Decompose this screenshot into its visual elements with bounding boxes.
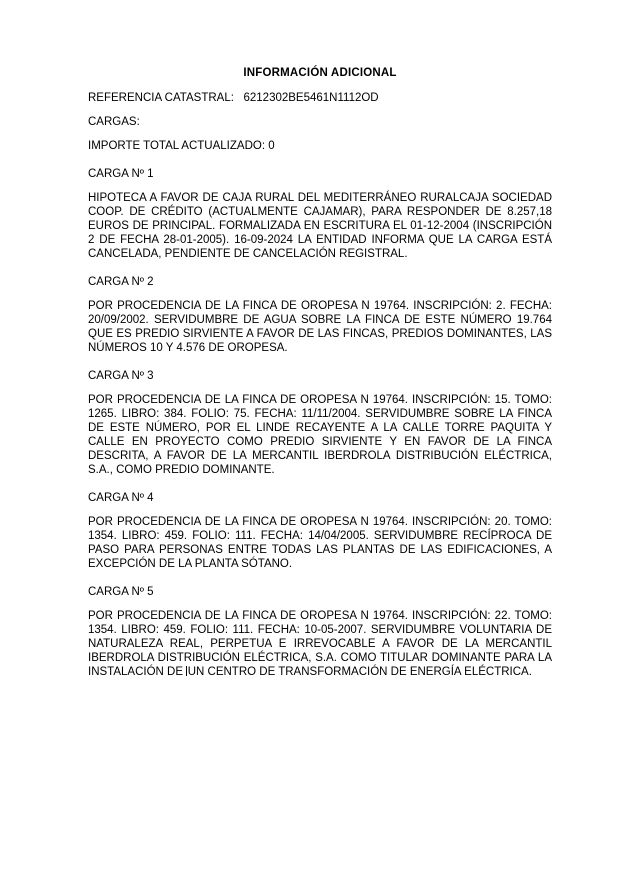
carga-text-3: POR PROCEDENCIA DE LA FINCA DE OROPESA N 19764. INSCRIPCIÓN: 15. TOMO: 1265. LIBRO: 384. FOLIO: 75. FECHA: 11/11/2004. SERVIDUMBRE SOBRE LA FINCA DE ESTE NÚMERO, POR EL LINDE RECAYENTE A LA CALLE TORRE PAQUITA Y CALLE EN PROYECTO COMO PREDIO SIRVIENTE Y EN FAVOR DE LA FINCA DESCRITA, A FAVOR DE LA MERCANTIL IBERDROLA DISTRIBUCIÓN ELÉCTRICA, S.A., COMO PREDIO DOMINANTE. (88, 394, 552, 476)
carga-heading-1: CARGA Nº 1 (88, 168, 154, 180)
carga-text-5-after-caret: UN CENTRO DE TRANSFORMACIÓN DE ENERGÍA ELÉCTRICA. (187, 666, 532, 678)
reference-catastral-line: REFERENCIA CATASTRAL: 6212302BE5461N1112OD (88, 92, 379, 104)
carga-heading-4: CARGA Nº 4 (88, 492, 154, 504)
carga-text-4: POR PROCEDENCIA DE LA FINCA DE OROPESA N 19764. INSCRIPCIÓN: 20. TOMO: 1354. LIBRO: 459. FOLIO: 111. FECHA: 14/04/2005. SERVIDUMBRE RECÍPROCA DE PASO PARA PERSONAS ENTRE TODAS LAS PLANTAS DE LAS EDIFICACIONES, A EXCEPCIÓN DE LA PLANTA SÓTANO. (88, 516, 552, 570)
carga-text-5-before-caret: POR PROCEDENCIA DE LA FINCA DE OROPESA N 19764. INSCRIPCIÓN: 22. TOMO: 1354. LIBRO: 459. FOLIO: 111. FECHA: 10-05-2007. SERVIDUMBRE VOLUNTARIA DE NATURALEZA REAL, PERPETUA E IRREVOCABLE A FAVOR DE LA MERCANTIL IBERDROLA DISTRIBUCIÓN ELÉCTRICA, S.A. COMO TITULAR DOMINANTE PARA LA INSTALACIÓN DE (88, 610, 552, 678)
carga-heading-5: CARGA Nº 5 (88, 586, 154, 598)
carga-heading-2: CARGA Nº 2 (88, 276, 154, 288)
carga-text-1: HIPOTECA A FAVOR DE CAJA RURAL DEL MEDITERRÁNEO RURALCAJA SOCIEDAD COOP. DE CRÉDITO (ACTUALMENTE CAJAMAR), PARA RESPONDER DE 8.257,18 EUROS DE PRINCIPAL. FORMALIZADA EN ESCRITURA EL 01-12-2004 (INSCRIPCIÓN 2 DE FECHA 28-01-2005). 16-09-2024 LA ENTIDAD INFORMA QUE LA CARGA ESTÁ CANCELADA, PENDIENTE DE CANCELACIÓN REGISTRAL. (88, 192, 552, 260)
document-body (88, 66, 552, 679)
carga-text-5 (88, 609, 552, 679)
page-title: INFORMACIÓN ADICIONAL (243, 67, 397, 79)
carga-text-2: POR PROCEDENCIA DE LA FINCA DE OROPESA N 19764. INSCRIPCIÓN: 2. FECHA: 20/09/2002. SERVIDUMBRE DE AGUA SOBRE LA FINCA DE ESTE NÚMERO 19.764 QUE ES PREDIO SIRVIENTE A FAVOR DE LAS FINCAS, PREDIOS DOMINANTES, LAS NÚMEROS 10 Y 4.576 DE OROPESA. (88, 300, 552, 354)
cargas-label: CARGAS: (88, 116, 140, 128)
carga-heading-3: CARGA Nº 3 (88, 370, 154, 382)
importe-total-actualizado-line: IMPORTE TOTAL ACTUALIZADO: 0 (88, 140, 275, 152)
